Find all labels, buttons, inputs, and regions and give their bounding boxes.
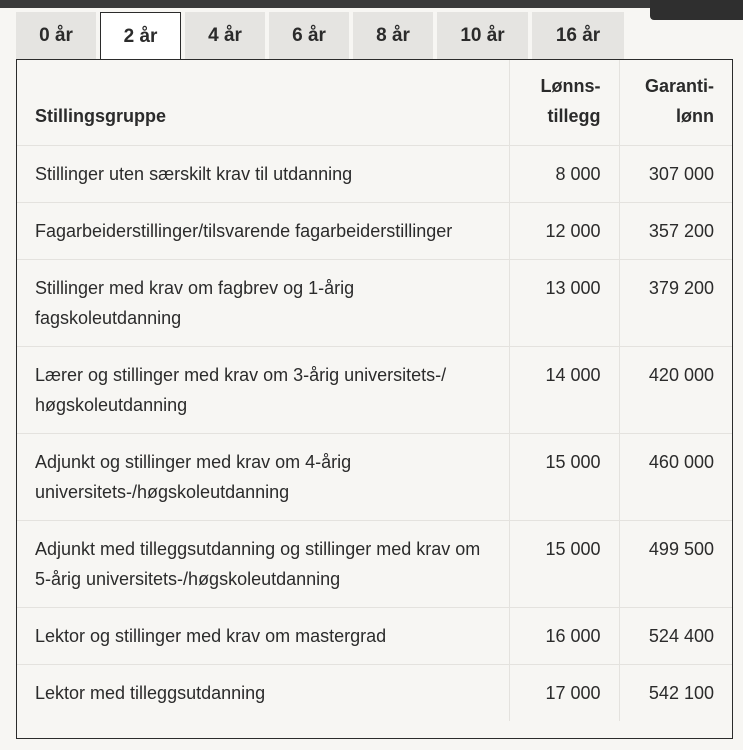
top-bar xyxy=(0,0,743,8)
table-row xyxy=(17,145,732,202)
cell-group: Adjunkt med tilleggsutdanning og stillinger med krav om 5-årig universitets-/høgskoleutdanning xyxy=(17,520,509,607)
tab-0-years[interactable]: 0 år xyxy=(16,12,96,60)
table-row xyxy=(17,346,732,433)
cell-garanti: 357 200 xyxy=(619,202,732,259)
cell-garanti: 524 400 xyxy=(619,607,732,664)
cell-group: Fagarbeiderstillinger/tilsvarende fagarbeiderstillinger xyxy=(17,202,509,259)
tab-8-years[interactable]: 8 år xyxy=(353,12,433,60)
column-header-group: Stillingsgruppe xyxy=(17,60,509,145)
cell-group: Lærer og stillinger med krav om 3-årig universitets-/ høgskoleutdanning xyxy=(17,346,509,433)
table-row xyxy=(17,664,732,721)
cell-tillegg: 17 000 xyxy=(509,664,619,721)
cell-group: Stillinger med krav om fagbrev og 1-årig fagskoleutdanning xyxy=(17,259,509,346)
table-row xyxy=(17,433,732,520)
tab-10-years[interactable]: 10 år xyxy=(437,12,528,60)
table-row xyxy=(17,259,732,346)
cell-garanti: 420 000 xyxy=(619,346,732,433)
column-header-garanti-line2: lønn xyxy=(676,105,714,126)
cell-tillegg: 15 000 xyxy=(509,433,619,520)
tab-6-years[interactable]: 6 år xyxy=(269,12,349,60)
cell-tillegg: 13 000 xyxy=(509,259,619,346)
cell-garanti: 379 200 xyxy=(619,259,732,346)
cell-tillegg: 8 000 xyxy=(509,145,619,202)
column-header-garanti xyxy=(619,60,732,145)
tab-16-years[interactable]: 16 år xyxy=(532,12,624,60)
table-row xyxy=(17,520,732,607)
column-header-garanti-line1: Garanti- xyxy=(644,75,714,96)
column-header-tillegg-line1: Lønns- xyxy=(540,75,601,96)
salary-table xyxy=(17,60,732,721)
table-header-row xyxy=(17,60,732,145)
seniority-tabs xyxy=(16,12,628,60)
salary-table-panel xyxy=(16,59,733,739)
cell-tillegg: 15 000 xyxy=(509,520,619,607)
cell-group: Lektor med tilleggsutdanning xyxy=(17,664,509,721)
table-row xyxy=(17,202,732,259)
cell-tillegg: 16 000 xyxy=(509,607,619,664)
tab-4-years[interactable]: 4 år xyxy=(185,12,265,60)
cell-tillegg: 12 000 xyxy=(509,202,619,259)
cell-tillegg: 14 000 xyxy=(509,346,619,433)
column-header-tillegg-line2: tillegg xyxy=(547,105,601,126)
table-row xyxy=(17,607,732,664)
cell-garanti: 499 500 xyxy=(619,520,732,607)
cell-group: Lektor og stillinger med krav om mastergrad xyxy=(17,607,509,664)
column-header-tillegg xyxy=(509,60,619,145)
cell-garanti: 460 000 xyxy=(619,433,732,520)
cell-group: Adjunkt og stillinger med krav om 4-årig universitets-/høgskoleutdanning xyxy=(17,433,509,520)
cell-garanti: 542 100 xyxy=(648,682,714,703)
tab-2-years[interactable]: 2 år xyxy=(100,12,181,61)
cell-group: Stillinger uten særskilt krav til utdanning xyxy=(17,145,509,202)
header-corner-tab[interactable] xyxy=(650,0,743,20)
cell-garanti: 307 000 xyxy=(619,145,732,202)
